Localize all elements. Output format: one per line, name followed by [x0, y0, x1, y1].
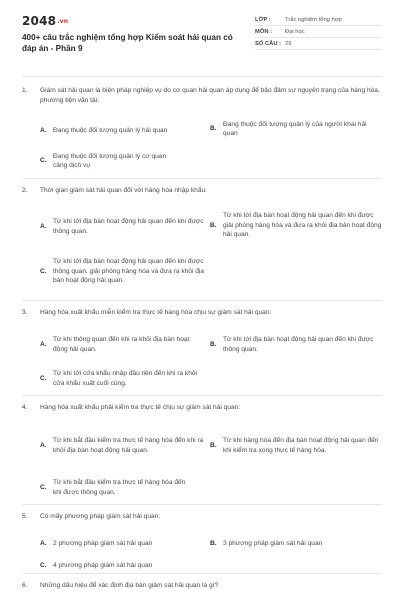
question-text: Những dấu hiệu để xác định địa bàn giám sát hải quan là gì?: [40, 582, 219, 589]
option-text: Từ khi bắt đầu kiểm tra thực tế hàng hóa đến khi ra khỏi địa bàn hoạt động hải quan.: [53, 437, 204, 454]
meta-value: Trắc nghiệm tổng hợp: [285, 16, 342, 23]
question-2: [22, 186, 382, 298]
document-title: 400+ câu trắc nghiệm tổng hợp Kiểm soát hải quan có đáp án - Phần 9: [22, 33, 233, 53]
option-letter: C.: [40, 561, 47, 569]
logo-text: 2048: [22, 14, 57, 28]
option-letter: B.: [210, 125, 217, 133]
option-c[interactable]: [40, 149, 180, 173]
divider: [22, 504, 382, 505]
document-meta: [255, 14, 382, 50]
option-b[interactable]: [210, 429, 382, 463]
document-header: [22, 14, 382, 72]
site-logo[interactable]: [22, 14, 68, 28]
divider: [22, 178, 382, 179]
option-letter: C.: [40, 157, 47, 165]
meta-key: LỚP :: [255, 16, 271, 23]
question-text: Thời gian giám sát hải quan đối với hàng hóa nhập khẩu:: [40, 187, 208, 194]
option-letter: A.: [40, 127, 47, 135]
option-c[interactable]: [40, 475, 195, 501]
option-letter: C.: [40, 483, 47, 491]
option-a[interactable]: [40, 538, 205, 550]
divider: [22, 395, 382, 396]
question-text: Hàng hóa xuất khẩu phải kiểm tra thực tế chịu sự giám sát hải quan:: [40, 404, 241, 411]
question-1: [22, 86, 382, 170]
option-text: Từ khi tới cửa khẩu nhập đầu tiên đến khi ra khỏi cửa khẩu xuất cuối cùng.: [53, 370, 198, 387]
question-3: [22, 308, 382, 392]
option-letter: A.: [40, 441, 47, 449]
option-b[interactable]: [210, 538, 382, 550]
option-b[interactable]: [210, 332, 382, 358]
option-text: Từ khi bắt đầu kiểm tra thực tế hàng hóa đến khi được thông quan.: [53, 479, 186, 496]
option-text: Từ khi tới địa bàn hoạt động hải quan đến khi được thông quan, giải phóng hàng hóa và đưa ra khỏi địa bàn hoạt động hải quan.: [53, 258, 205, 285]
question-text: Có mấy phương pháp giám sát hải quan:: [40, 513, 161, 520]
question-number: 6.: [22, 582, 28, 589]
option-b[interactable]: [210, 208, 382, 244]
meta-question-count: [255, 38, 382, 50]
option-text: Từ khi tới địa bàn hoạt động hải quan đến khi được thông quan.: [223, 336, 374, 353]
question-number: 5.: [22, 513, 28, 520]
option-text: 3 phương pháp giám sát hải quan: [223, 539, 323, 547]
divider: [22, 76, 382, 77]
option-a[interactable]: [40, 121, 200, 141]
option-c[interactable]: [40, 254, 205, 290]
question-6: [22, 581, 382, 595]
logo-suffix: .vn: [57, 18, 69, 25]
option-letter: B.: [210, 221, 217, 229]
option-a[interactable]: [40, 332, 205, 358]
question-text: Hàng hóa xuất khẩu miễn kiểm tra thực tế hàng hóa chịu sự giám sát hải quan:: [40, 309, 272, 316]
divider: [22, 573, 382, 574]
meta-value: 29: [285, 40, 292, 47]
option-text: Đang thuộc đối tượng quản lý của người khai hải quan: [223, 120, 367, 138]
option-c[interactable]: [40, 560, 205, 572]
meta-class: [255, 14, 382, 26]
meta-value: Đại học: [285, 28, 305, 35]
meta-subject: [255, 26, 382, 38]
question-number: 4.: [22, 404, 28, 411]
option-letter: C.: [40, 374, 47, 382]
question-number: 3.: [22, 309, 28, 316]
option-letter: B.: [210, 441, 217, 449]
option-text: Từ khi tới địa bàn hoạt động hải quan đến khi được thông quan.: [53, 218, 204, 235]
option-text: Từ khi thông quan đến khi ra khỏi địa bàn hoạt động hải quan.: [53, 336, 190, 353]
option-letter: A.: [40, 539, 47, 547]
option-text: Đang thuộc đối tượng quản lý cơ quan cảng dịch vụ: [53, 152, 167, 170]
option-text: 4 phương pháp giám sát hải quan: [53, 561, 153, 569]
question-4: [22, 403, 382, 501]
meta-key: MÔN :: [255, 28, 273, 35]
divider: [22, 300, 382, 301]
option-b[interactable]: [210, 117, 382, 141]
option-text: 2 phương pháp giám sát hải quan: [53, 539, 153, 547]
option-text: Từ khi tới địa bàn hoạt động hải quan đến khi được giải phóng hàng hóa và đưa ra khỏi địa bàn hoạt động hải quan.: [223, 212, 382, 239]
question-number: 2.: [22, 187, 28, 194]
option-letter: A.: [40, 340, 47, 348]
question-number: 1.: [22, 87, 28, 94]
option-text: Từ khi hàng hóa đến địa bàn hoạt động hải quan đến khi kiểm tra xong thực tế hàng hóa.: [223, 437, 379, 454]
option-c[interactable]: [40, 366, 205, 392]
question-5: [22, 512, 382, 572]
option-a[interactable]: [40, 429, 205, 463]
option-letter: C.: [40, 267, 47, 275]
option-a[interactable]: [40, 212, 205, 242]
meta-key: SỐ CÂU :: [255, 40, 282, 47]
question-text: Giám sát hải quan là biện pháp nghiệp vụ do cơ quan hải quan áp dụng để bảo đảm sự nguyên trạng của hàng hóa, phương tiện vận tải:: [40, 87, 380, 104]
option-letter: B.: [210, 340, 217, 348]
option-letter: B.: [210, 539, 217, 547]
option-letter: A.: [40, 222, 47, 230]
option-text: Đang thuộc đối tượng quản lý hải quan: [53, 127, 168, 135]
